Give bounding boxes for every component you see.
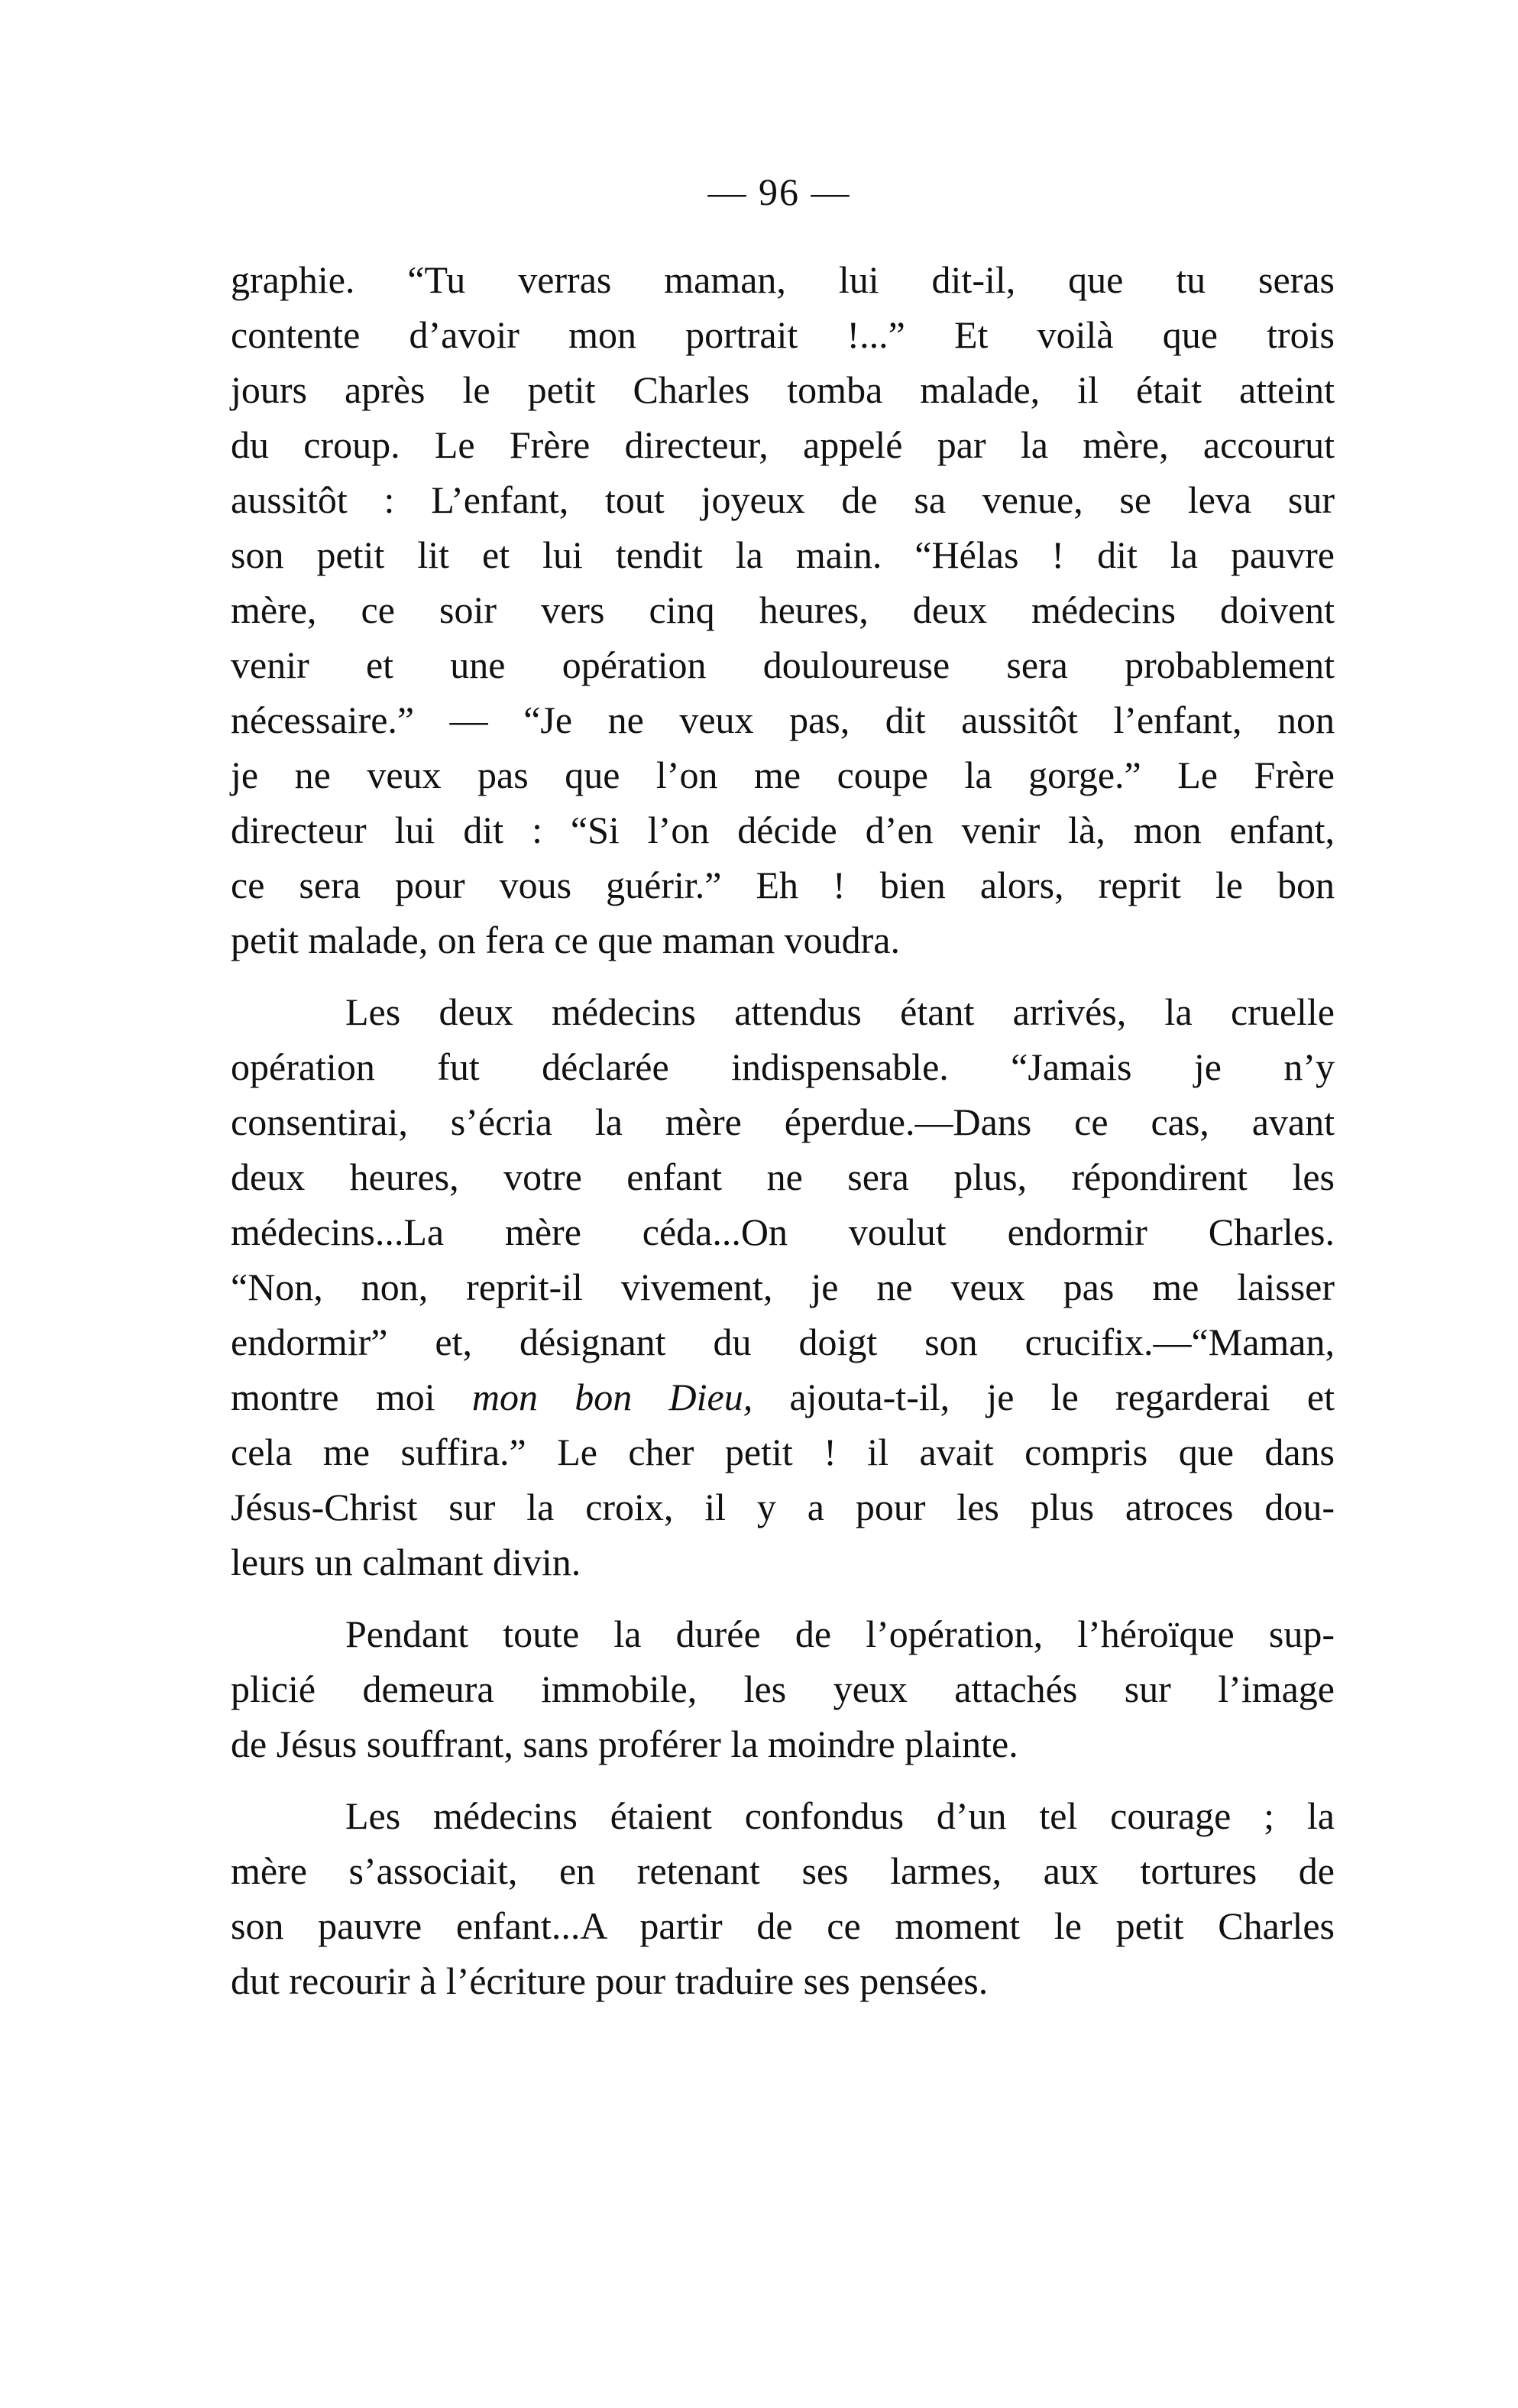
page-number: — 96 — — [707, 170, 851, 213]
text-line: plicié demeura immobile, les yeux attachés sur l’image — [231, 1667, 1335, 1710]
paragraph-gap — [231, 1590, 1335, 1606]
body-text — [231, 252, 1335, 2008]
text-line: dut recourir à l’écriture pour traduire ses pensées. — [231, 1959, 989, 2002]
text-line: “Non, non, reprit-il vivement, je ne veux pas me laisser — [231, 1266, 1335, 1308]
text-line: nécessaire.” — “Je ne veux pas, dit aussitôt l’enfant, non — [231, 698, 1335, 741]
text-line: Jésus-Christ sur la croix, il y a pour les plus atroces dou- — [231, 1486, 1335, 1528]
paragraph-3 — [231, 1606, 1335, 1771]
text-line: ce sera pour vous guérir.” Eh ! bien alors, reprit le bon — [231, 864, 1335, 906]
text-line: mère, ce soir vers cinq heures, deux médecins doivent — [231, 588, 1335, 631]
italic-phrase: mon bon Dieu, — [471, 1376, 753, 1418]
text-segment: ajouta-t-il, je le regarderai et — [753, 1376, 1335, 1418]
paragraph-4 — [231, 1788, 1335, 2008]
text-line: médecins...La mère céda...On voulut endormir Charles. — [231, 1210, 1335, 1253]
text-line: jours après le petit Charles tomba malade, il était atteint — [231, 368, 1335, 411]
text-line: aussitôt : L’enfant, tout joyeux de sa venue, se leva sur — [231, 478, 1335, 521]
text-line: opération fut déclarée indispensable. “Jamais je n’y — [231, 1045, 1335, 1088]
text-line-with-italic — [231, 1369, 1335, 1424]
text-line: graphie. “Tu verras maman, lui dit-il, que tu seras — [231, 258, 1335, 301]
paragraph-1 — [231, 252, 1335, 967]
text-line: leurs un calmant divin. — [231, 1541, 581, 1583]
text-line: son petit lit et lui tendit la main. “Hélas ! dit la pauvre — [231, 533, 1335, 576]
paragraph-2 — [231, 984, 1335, 1590]
text-line: deux heures, votre enfant ne sera plus, répondirent les — [231, 1155, 1335, 1198]
text-line: contente d’avoir mon portrait !...” Et voilà que trois — [231, 313, 1335, 356]
text-line: je ne veux pas que l’on me coupe la gorge.” Le Frère — [231, 754, 1335, 796]
text-line: Les deux médecins attendus étant arrivés, la cruelle — [345, 990, 1335, 1033]
text-line: Pendant toute la durée de l’opération, l’héroïque sup- — [345, 1612, 1335, 1655]
text-line: cela me suffira.” Le cher petit ! il avait compris que dans — [231, 1431, 1335, 1473]
paragraph-gap — [231, 1771, 1335, 1788]
text-line: directeur lui dit : “Si l’on décide d’en venir là, mon enfant, — [231, 809, 1335, 851]
text-line: petit malade, on fera ce que maman voudra. — [231, 919, 901, 961]
text-line: Les médecins étaient confondus d’un tel courage ; la — [345, 1794, 1335, 1837]
text-line: de Jésus souffrant, sans proférer la moindre plainte. — [231, 1723, 1018, 1765]
text-line: venir et une opération douloureuse sera probablement — [231, 643, 1335, 686]
text-line: son pauvre enfant...A partir de ce moment le petit Charles — [231, 1904, 1335, 1947]
text-line: endormir” et, désignant du doigt son crucifix.—“Maman, — [231, 1321, 1335, 1363]
text-line: du croup. Le Frère directeur, appelé par la mère, accourut — [231, 423, 1335, 466]
text-line: consentirai, s’écria la mère éperdue.—Dans ce cas, avant — [231, 1100, 1335, 1143]
text-segment: montre moi — [231, 1376, 472, 1418]
paragraph-gap — [231, 967, 1335, 984]
text-line: mère s’associait, en retenant ses larmes, aux tortures de — [231, 1849, 1335, 1892]
